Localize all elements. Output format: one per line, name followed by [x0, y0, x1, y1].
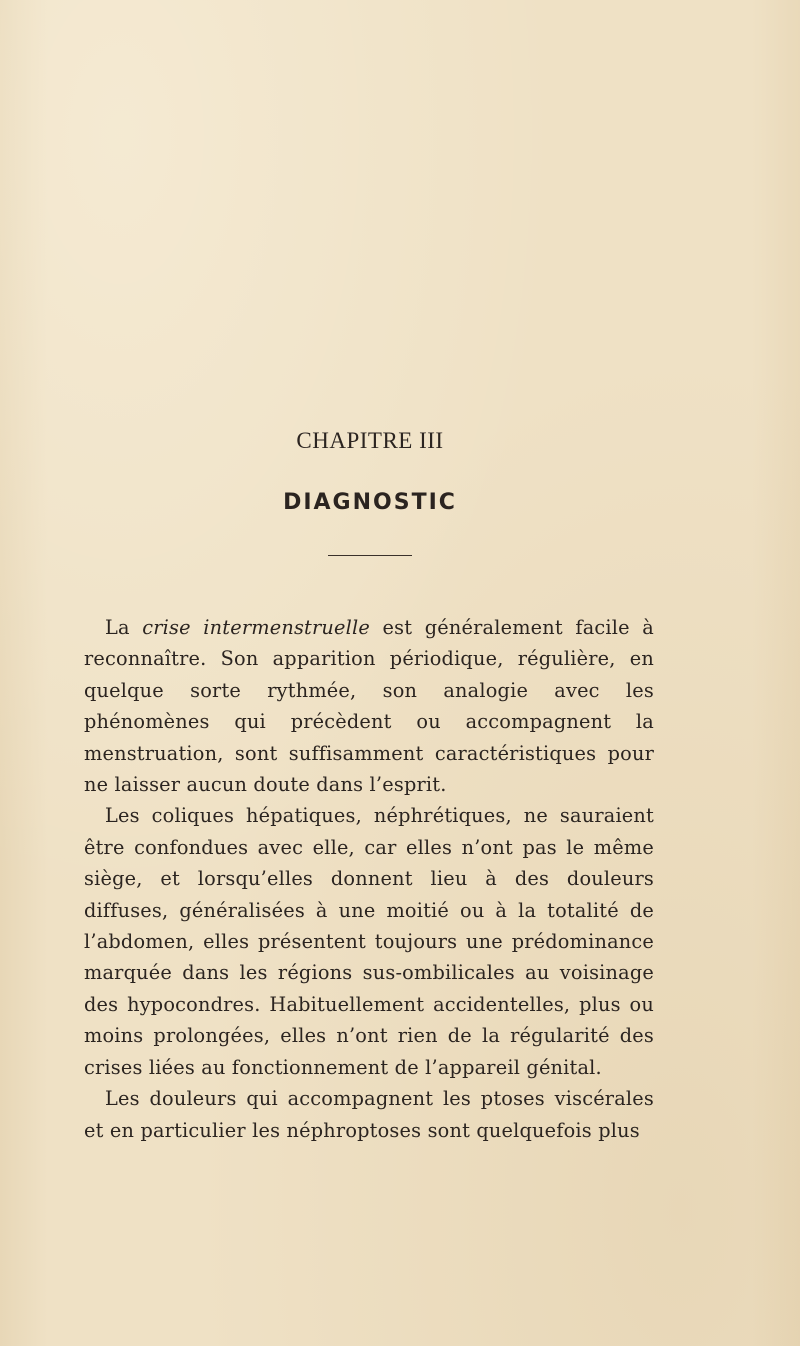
body-text: [84, 612, 654, 1146]
paragraph-1-start: La: [105, 616, 143, 639]
paragraph-1: [84, 612, 654, 800]
italic-term: crise intermenstruelle: [142, 616, 370, 639]
paragraph-2: Les coliques hépatiques, néphrétiques, ne sauraient être confondues avec elle, car elles n’ont pas le même siège, et lorsqu’elles donnent lieu à des douleurs diffuses, généralisées à une moitié ou à la totalité de l’abdomen, elles présentent toujours une prédominance marquée dans les régions sus-ombilicales au voisinage des hypocondres. Habituellement accidentelles, plus ou moins prolongées, elles n’ont rien de la régularité des crises liées au fonctionnement de l’appareil génital.: [84, 804, 654, 1079]
paragraph-3: Les douleurs qui accompagnent les ptoses viscérales et en particulier les néphroptoses sont quelquefois plus: [84, 1087, 654, 1142]
chapter-title: DIAGNOSTIC: [283, 490, 457, 515]
paragraph-1-rest: est généralement facile à reconnaître. Son apparition périodique, régulière, en quelque sorte rythmée, son analogie avec les phénomènes qui précèdent ou accompagnent la menstruation, sont suffisamment caractéristiques pour ne laisser aucun doute dans l’esprit.: [84, 616, 654, 797]
title-divider: [328, 555, 412, 556]
chapter-heading: CHAPITRE III: [296, 428, 444, 453]
